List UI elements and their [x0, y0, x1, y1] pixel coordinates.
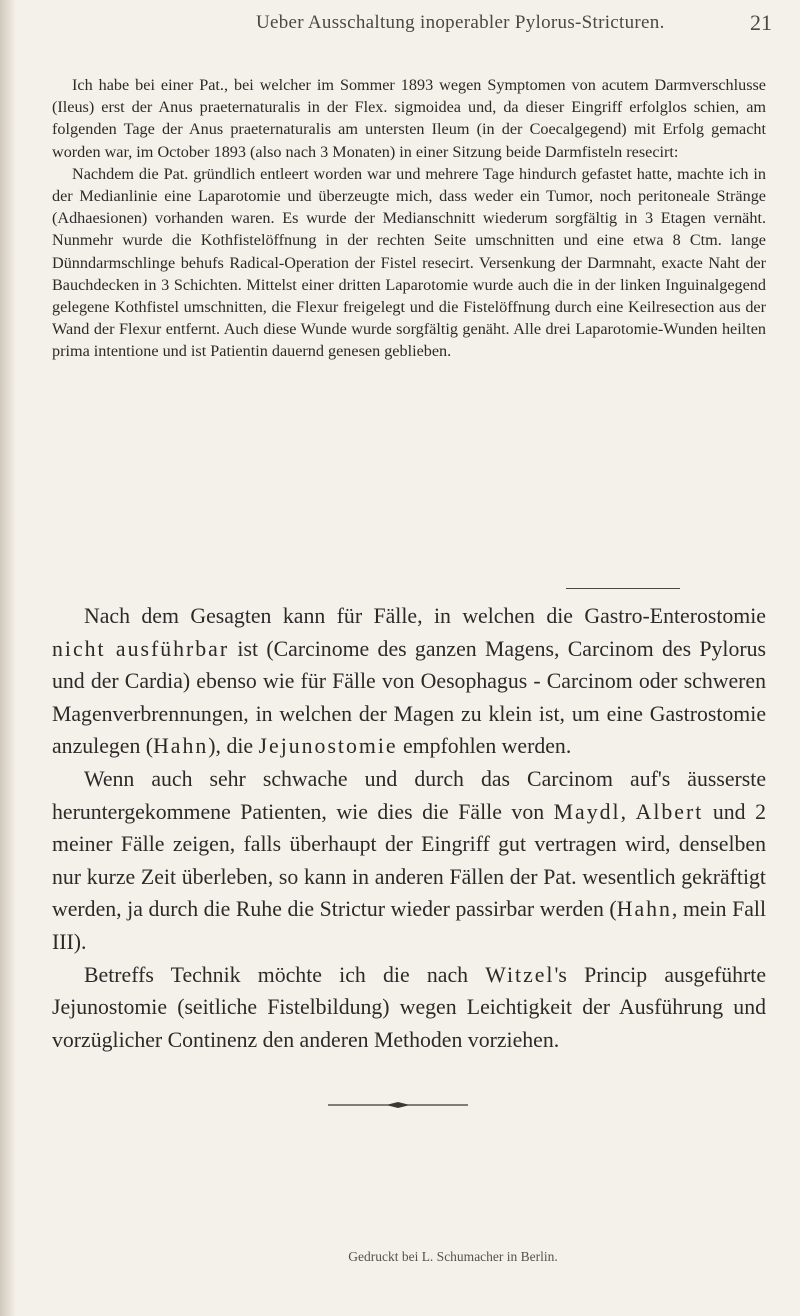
- page-binding-edge: [0, 0, 16, 1316]
- page-number: 21: [750, 10, 772, 35]
- conclusion-paragraph: [52, 763, 766, 959]
- emphasis-text: Jejunostomie: [258, 734, 398, 759]
- case-report-section: [52, 74, 766, 363]
- page-header: [256, 12, 772, 40]
- text-run: ,: [620, 799, 636, 824]
- text-run: ), die: [208, 734, 259, 759]
- section-divider-rule: [566, 588, 680, 589]
- running-title: Ueber Ausschaltung inoperabler Pylorus-Stricturen.: [256, 12, 665, 33]
- case-report-paragraph: Nachdem die Pat. gründlich entleert worden war und mehrere Tage hindurch gefastet hatte, machte ich in der Medianlinie eine Laparotomie und überzeugte mich, dass weder ein Tumor, noch peritoneale Stränge (Adhaesionen) vorhanden waren. Es wurde der Medianschnitt wiederum sorgfältig in 3 Etagen vernäht. Nunmehr wurde die Kothfistelöffnung in der rechten Seite umschnitten und eine etwa 8 Ctm. lange Dünndarmschlinge behufs Radical-Operation der Fistel resecirt. Versenkung der Darmnaht, exacte Naht der Bauchdecken in 3 Schichten. Mittelst einer dritten Laparotomie wurde auch die in der linken Inguinalgegend gelegene Kothfistel umschnitten, die Flexur freigelegt und die Fistelöffnung durch eine Keilresection aus der Wand der Flexur entfernt. Auch diese Wunde wurde sorgfältig genäht. Alle drei Laparotomie-Wunden heilten prima intentione und ist Patientin dauernd genesen geblieben.: [52, 164, 766, 361]
- author-name: Maydl: [553, 799, 621, 824]
- conclusion-paragraph: [52, 600, 766, 763]
- text-run: empfohlen werden.: [397, 734, 572, 759]
- author-name: Albert: [635, 799, 704, 824]
- author-name: Witzel: [485, 962, 555, 987]
- text-run: , mein Fall III).: [52, 897, 767, 954]
- printer-imprint: Gedruckt bei L. Schumacher in Berlin.: [348, 1249, 558, 1264]
- author-name: Hahn: [616, 897, 672, 922]
- case-report-paragraph: Ich habe bei einer Pat., bei welcher im Sommer 1893 wegen Symptomen von acutem Darmverschlusse (Ileus) erst der Anus praeternaturalis in der Flex. sigmoidea und, da dieser Eingriff erfolglos schien, am folgenden Tage der Anus praeternaturalis am untersten Ileum (in der Coecalgegend) mit Erfolg gemacht worden war, im October 1893 (also nach 3 Monaten) in einer Sitzung beide Darmfisteln resecirt:: [52, 76, 766, 161]
- text-run: Betreffs Technik möchte ich die nach: [84, 962, 486, 987]
- text-run: 's Princip ausgeführte Jejunostomie (seitliche Fistelbildung) wegen Leichtigkeit der Ausführung und vorzüglicher Continenz den anderen Methoden vorziehen.: [52, 962, 766, 1052]
- conclusion-section: [52, 600, 766, 1056]
- emphasis-text: nicht ausführbar: [52, 636, 230, 661]
- text-run: und 2 meiner Fälle zeigen, falls überhaupt der Eingriff gut vertragen wird, denselben nur kurze Zeit überleben, so kann in anderen Fällen der Pat. wesentlich gekräftigt werden, ja durch die Ruhe die Strictur wieder passirbar werden (: [52, 799, 766, 922]
- text-run: Wenn auch sehr schwache und durch das Carcinom auf's äusserste heruntergekommene Patienten, wie dies die Fälle von: [52, 766, 766, 824]
- end-ornament-rule: [328, 1101, 468, 1109]
- author-name: Hahn: [153, 734, 209, 759]
- text-run: ist (Carcinome des ganzen Magens, Carcinom des Pylorus und der Cardia) ebenso wie für Fälle von Oesophagus - Carcinom oder schweren Magenverbrennungen, in welchen der Magen zu klein ist, um eine Gastrostomie anzulegen (: [52, 636, 766, 759]
- conclusion-paragraph: [52, 959, 766, 1057]
- text-run: Nach dem Gesagten kann für Fälle, in welchen die Gastro-Enterostomie: [84, 604, 766, 628]
